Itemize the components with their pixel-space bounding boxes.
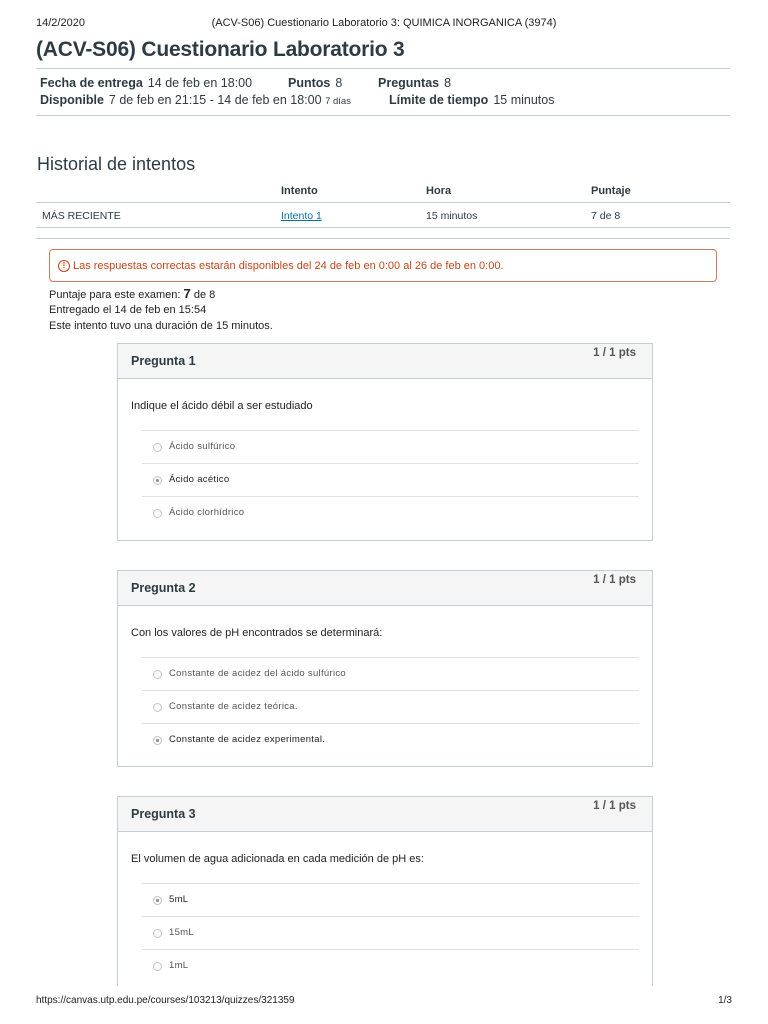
score-value: 7: [183, 286, 191, 301]
page-title: (ACV-S06) Cuestionario Laboratorio 3: [36, 38, 405, 61]
radio-button[interactable]: [153, 962, 162, 971]
correct-answers-alert: [49, 249, 717, 282]
question-title: Pregunta 1: [131, 354, 196, 368]
answer-label: Ácido sulfúrico: [169, 441, 236, 452]
divider: [36, 238, 730, 239]
page-url: https://canvas.utp.edu.pe/courses/103213/quizzes/321359: [36, 995, 295, 1006]
answer-option[interactable]: [142, 690, 639, 723]
question-2: [117, 570, 653, 767]
time-limit-meta: [389, 93, 554, 107]
radio-button[interactable]: [153, 929, 162, 938]
warning-icon: !: [58, 260, 70, 272]
due-value: 14 de feb en 18:00: [147, 76, 253, 90]
answer-list: [142, 657, 639, 756]
question-title: Pregunta 3: [131, 807, 196, 821]
attempt-history-title: Historial de intentos: [37, 154, 196, 174]
answer-label: Ácido clorhídrico: [169, 507, 245, 518]
time-limit-label: Límite de tiempo: [389, 93, 489, 107]
radio-button[interactable]: [153, 670, 162, 679]
header-attempt: Intento: [281, 185, 318, 197]
row-time: 15 minutos: [426, 210, 478, 222]
header-time: Hora: [426, 185, 452, 197]
time-limit-value: 15 minutos: [493, 93, 555, 107]
answer-label: 5mL: [169, 894, 189, 905]
page-number: 1/3: [718, 995, 732, 1006]
answer-list: [142, 430, 639, 529]
radio-button[interactable]: [153, 896, 162, 905]
question-text: Indique el ácido débil a ser estudiado: [131, 400, 313, 412]
alert-text: Las respuestas correctas estarán disponibles del 24 de feb en 0:00 al 26 de feb en 0:00.: [73, 259, 504, 272]
answer-option[interactable]: [142, 657, 639, 690]
row-label: MÁS RECIENTE: [42, 210, 121, 222]
answer-label: Constante de acidez del ácido sulfúrico: [169, 668, 346, 679]
answer-label: Ácido acético: [169, 474, 230, 485]
quiz-meta-row-1: [40, 76, 252, 90]
question-points: 1 / 1 pts: [593, 574, 636, 586]
score-suffix: de 8: [193, 289, 216, 301]
question-text: El volumen de agua adicionada en cada medición de pH es:: [131, 853, 424, 865]
questions-label: Preguntas: [378, 76, 440, 90]
answer-label: 1mL: [169, 960, 189, 971]
header-score: Puntaje: [591, 185, 631, 197]
answer-option[interactable]: [142, 463, 639, 496]
answer-option[interactable]: [142, 723, 639, 756]
question-points: 1 / 1 pts: [593, 800, 636, 812]
question-3: [117, 796, 653, 986]
answer-label: Constante de acidez teórica.: [169, 701, 298, 712]
questions-value: 8: [444, 76, 452, 90]
question-header: [118, 797, 652, 832]
row-score: 7 de 8: [591, 210, 621, 222]
available-label: Disponible: [40, 93, 104, 107]
answer-label: 15mL: [169, 927, 194, 938]
points-value: 8: [335, 76, 343, 90]
duration-text: Este intento tuvo una duración de 15 minutos.: [49, 320, 273, 332]
answer-option[interactable]: [142, 430, 639, 463]
table-row: [36, 203, 730, 228]
answer-label: Constante de acidez experimental.: [169, 734, 326, 745]
points-label: Puntos: [288, 76, 331, 90]
answer-list: [142, 883, 639, 982]
radio-button[interactable]: [153, 476, 162, 485]
submitted-text: Entregado el 14 de feb en 15:54: [49, 304, 207, 316]
score-prefix: Puntaje para este examen:: [49, 289, 181, 301]
question-header: [118, 344, 652, 379]
table-header: [36, 180, 730, 203]
question-points: 1 / 1 pts: [593, 347, 636, 359]
print-footer: [36, 995, 732, 1009]
available-value: 7 de feb en 21:15 - 14 de feb en 18:00: [108, 93, 322, 107]
due-label: Fecha de entrega: [40, 76, 143, 90]
divider: [36, 68, 730, 69]
attempt-history-table: [36, 180, 730, 228]
score-summary: [49, 286, 215, 301]
questions-meta: [378, 76, 451, 90]
radio-button[interactable]: [153, 509, 162, 518]
radio-button[interactable]: [153, 703, 162, 712]
question-1: [117, 343, 653, 541]
radio-button[interactable]: [153, 443, 162, 452]
availability-meta: [40, 93, 351, 107]
answer-option[interactable]: [142, 883, 639, 916]
print-date: 14/2/2020: [36, 17, 85, 29]
answer-option[interactable]: [142, 496, 639, 529]
question-header: [118, 571, 652, 606]
question-title: Pregunta 2: [131, 581, 196, 595]
answer-option[interactable]: [142, 949, 639, 982]
divider: [36, 115, 730, 116]
print-header: [36, 17, 732, 31]
print-document-title: (ACV-S06) Cuestionario Laboratorio 3: QUIMICA INORGANICA (3974): [211, 17, 557, 29]
question-text: Con los valores de pH encontrados se determinará:: [131, 627, 383, 639]
available-days: 7 días: [325, 96, 351, 107]
answer-option[interactable]: [142, 916, 639, 949]
points-meta: [288, 76, 342, 90]
attempt-link[interactable]: Intento 1: [281, 210, 322, 222]
radio-button[interactable]: [153, 736, 162, 745]
